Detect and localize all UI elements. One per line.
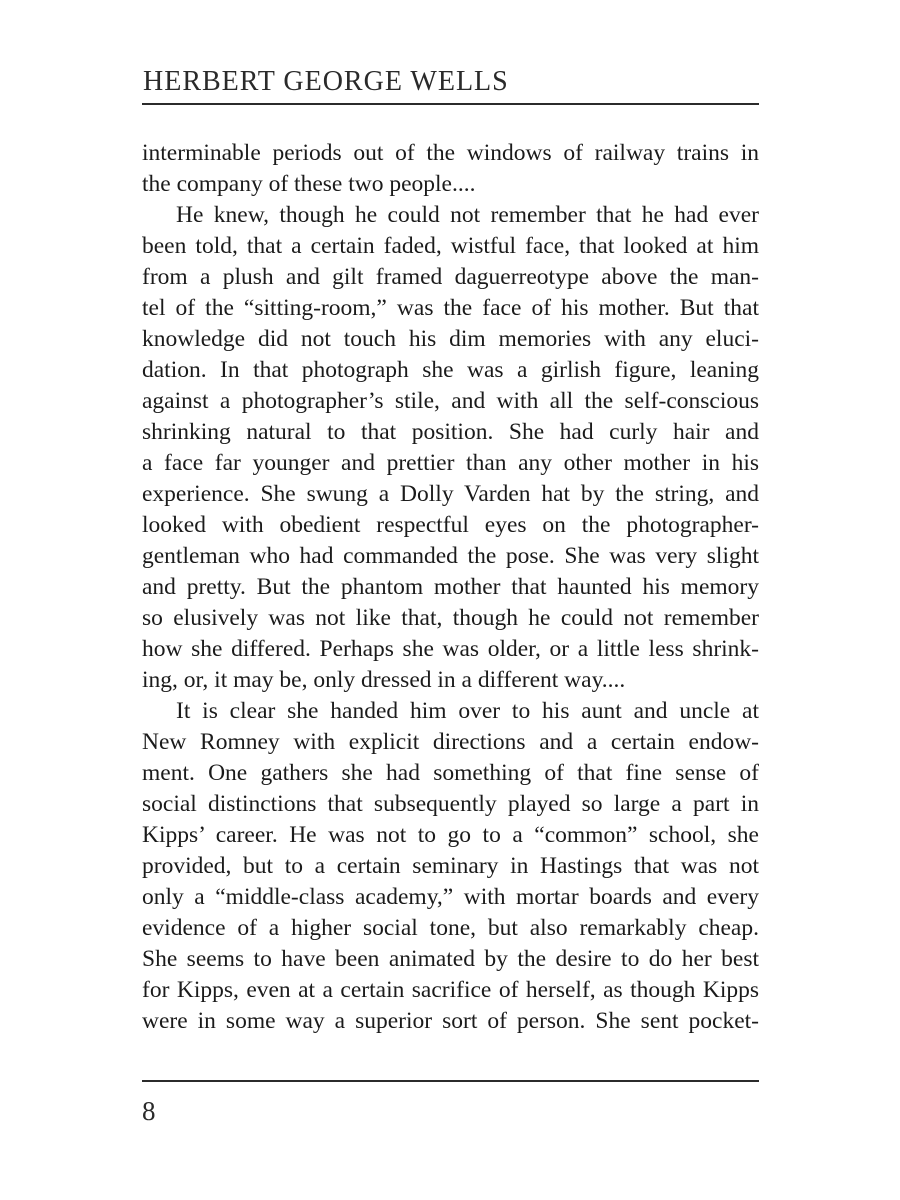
text-line: so elusively was not like that, though he could not remember (142, 605, 759, 631)
text-line: interminable periods out of the windows of railway trains in (142, 140, 759, 166)
running-head-title: HERBERT GEORGE WELLS (143, 66, 509, 97)
text-line: New Romney with explicit directions and a certain endow- (142, 729, 759, 755)
footer-divider (142, 1080, 759, 1082)
text-line: for Kipps, even at a certain sacrifice of herself, as though Kipps (142, 977, 759, 1003)
body-text (142, 138, 759, 1037)
text-line: only a “middle-class academy,” with mortar boards and every (142, 884, 759, 910)
text-line: and pretty. But the phantom mother that haunted his memory (142, 574, 759, 600)
text-line: ment. One gathers she had something of that fine sense of (142, 760, 759, 786)
text-line: social distinctions that subsequently played so large a part in (142, 791, 759, 817)
text-line: a face far younger and prettier than any other mother in his (142, 450, 759, 476)
text-line: experience. She swung a Dolly Varden hat by the string, and (142, 481, 759, 507)
text-line: from a plush and gilt framed daguerreotype above the man- (142, 264, 759, 290)
text-line: against a photographer’s stile, and with all the self-conscious (142, 388, 759, 414)
text-line: ing, or, it may be, only dressed in a different way.... (142, 667, 626, 693)
page-number: 8 (142, 1096, 156, 1126)
text-line: shrinking natural to that position. She had curly hair and (142, 419, 759, 445)
text-line: looked with obedient respectful eyes on the photographer- (142, 512, 759, 538)
header-divider (142, 103, 759, 105)
text-line: dation. In that photograph she was a girlish figure, leaning (142, 357, 759, 383)
text-line: It is clear she handed him over to his aunt and uncle at (176, 698, 759, 724)
text-line: knowledge did not touch his dim memories with any eluci- (142, 326, 759, 352)
text-line: the company of these two people.... (142, 171, 476, 197)
text-line: how she differed. Perhaps she was older, or a little less shrink- (142, 636, 759, 662)
text-line: been told, that a certain faded, wistful face, that looked at him (142, 233, 759, 259)
text-line: evidence of a higher social tone, but also remarkably cheap. (142, 915, 759, 941)
text-line: tel of the “sitting-room,” was the face of his mother. But that (142, 295, 759, 321)
text-line: provided, but to a certain seminary in Hastings that was not (142, 853, 759, 879)
text-line: were in some way a superior sort of person. She sent pocket- (142, 1008, 759, 1034)
text-line: Kipps’ career. He was not to go to a “common” school, she (142, 822, 759, 848)
text-line: He knew, though he could not remember that he had ever (176, 202, 759, 228)
text-line: gentleman who had commanded the pose. She was very slight (142, 543, 759, 569)
text-line: She seems to have been animated by the desire to do her best (142, 946, 759, 972)
